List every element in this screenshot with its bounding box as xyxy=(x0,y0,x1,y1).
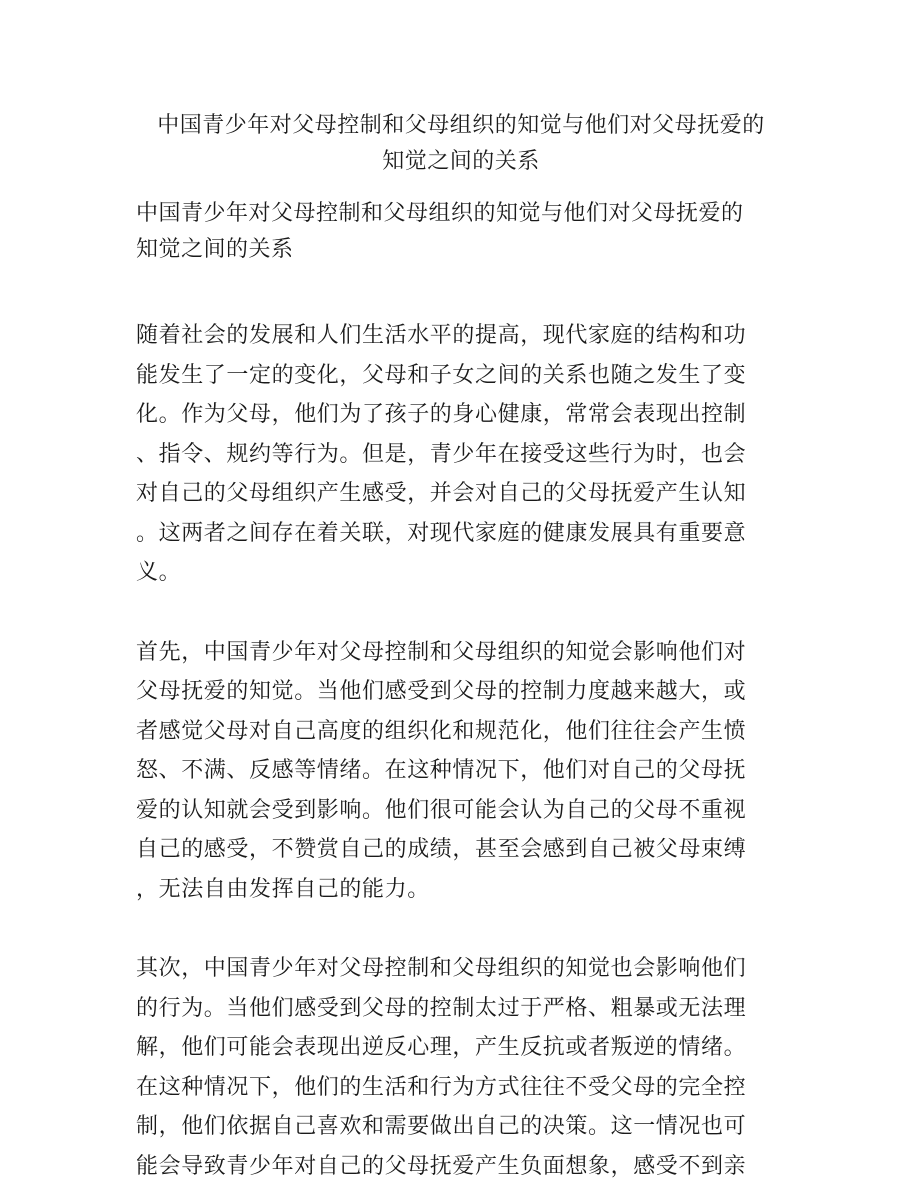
document-page xyxy=(136,108,786,1186)
text-line: 义。 xyxy=(136,560,182,585)
text-line: 者感觉父母对自己高度的组织化和规范化，他们往往会产生愤 xyxy=(136,718,747,744)
text-line: 制，他们依据自己喜欢和需要做出自己的决策。这一情况也可 xyxy=(136,1114,747,1139)
title-line: 中国青少年对父母控制和父母组织的知觉与他们对父母抚爱的 xyxy=(157,113,765,138)
text-line: 自己的感受，不赞赏自己的成绩，甚至会感到自己被父母束缚 xyxy=(136,837,747,862)
text-line: 化。作为父母，他们为了孩子的身心健康，常常会表现出控制 xyxy=(136,402,747,427)
text-line: 其次，中国青少年对父母控制和父母组织的知觉也会影响他们 xyxy=(136,956,747,981)
title-line: 知觉之间的关系 xyxy=(382,149,540,174)
document-subtitle xyxy=(136,196,786,268)
text-line: 首先，中国青少年对父母控制和父母组织的知觉会影响他们对 xyxy=(136,639,747,665)
text-line: 能发生了一定的变化，父母和子女之间的关系也随之发生了变 xyxy=(136,362,747,388)
paragraph-first-point xyxy=(136,633,786,910)
text-line: 。这两者之间存在着关联，对现代家庭的健康发展具有重要意 xyxy=(136,520,747,546)
subtitle-line: 中国青少年对父母控制和父母组织的知觉与他们对父母抚爱的 xyxy=(136,201,744,226)
text-line: ，无法自由发挥自己的能力。 xyxy=(136,876,430,902)
text-line: 的行为。当他们感受到父母的控制太过于严格、粗暴或无法理 xyxy=(136,995,747,1021)
text-line: 怒、不满、反感等情绪。在这种情况下，他们对自己的父母抚 xyxy=(136,758,747,783)
text-line: 能会导致青少年对自己的父母抚爱产生负面想象，感受不到亲 xyxy=(136,1153,747,1179)
text-line: 随着社会的发展和人们生活水平的提高，现代家庭的结构和功 xyxy=(136,323,747,348)
text-line: 解，他们可能会表现出逆反心理，产生反抗或者叛逆的情绪。 xyxy=(136,1035,747,1060)
text-line: 父母抚爱的知觉。当他们感受到父母的控制力度越来越大，或 xyxy=(136,679,747,704)
text-line: 对自己的父母组织产生感受，并会对自己的父母抚爱产生认知 xyxy=(136,481,747,506)
document-title xyxy=(136,108,786,180)
paragraph-intro xyxy=(136,316,786,593)
subtitle-line: 知觉之间的关系 xyxy=(136,237,294,262)
text-line: 、指令、规约等行为。但是，青少年在接受这些行为时，也会 xyxy=(136,441,747,467)
text-line: 爱的认知就会受到影响。他们很可能会认为自己的父母不重视 xyxy=(136,797,747,823)
paragraph-second-point xyxy=(136,949,786,1186)
text-line: 在这种情况下，他们的生活和行为方式往往不受父母的完全控 xyxy=(136,1074,747,1100)
